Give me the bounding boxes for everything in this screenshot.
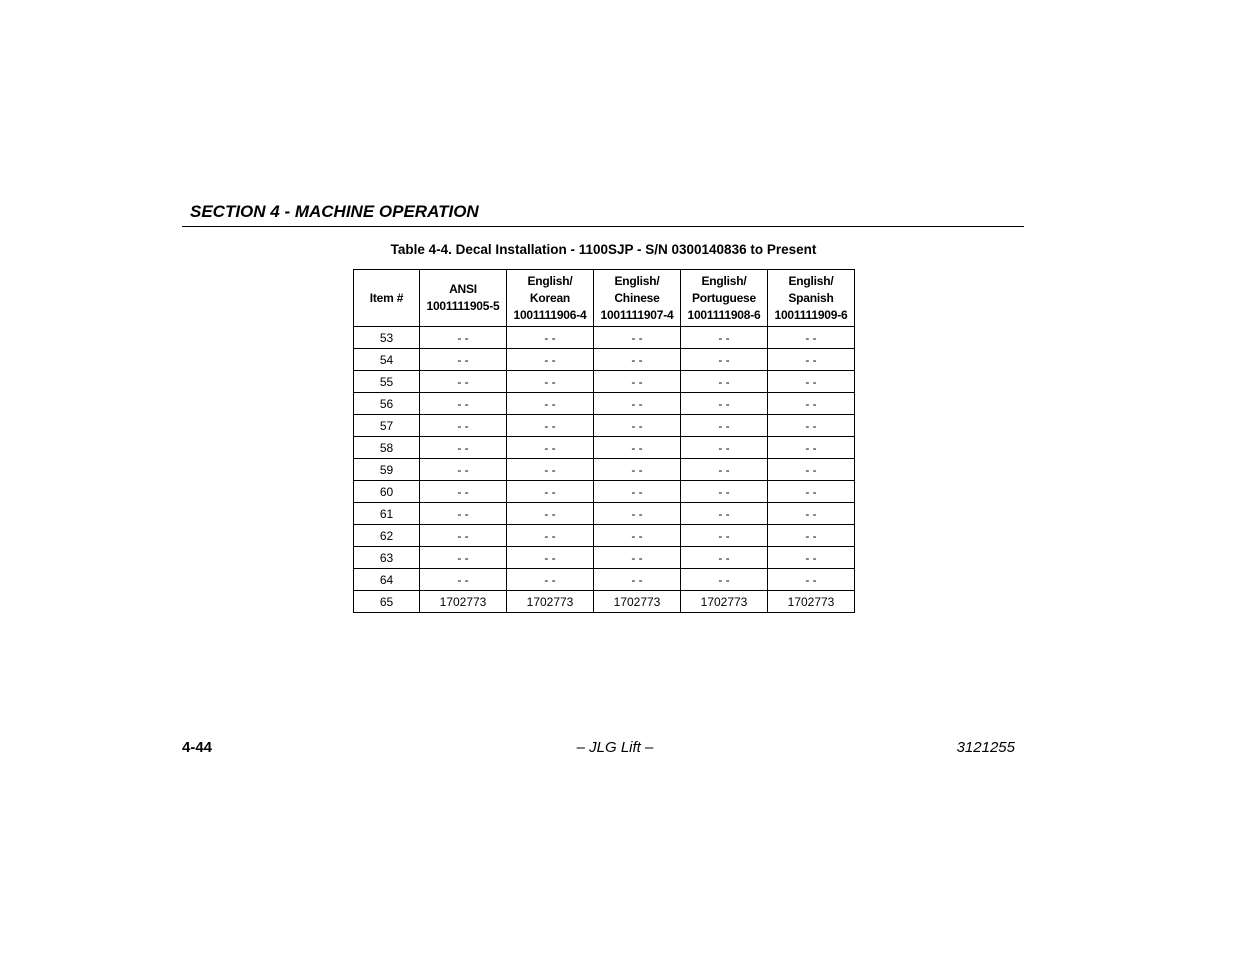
item-number-cell: 53	[354, 327, 420, 349]
table-body	[354, 327, 855, 613]
table-row	[354, 481, 855, 503]
document-number: 3121255	[956, 739, 1015, 756]
column-header-line: Chinese	[614, 290, 660, 305]
item-number-cell: 64	[354, 569, 420, 591]
part-number-cell: - -	[681, 437, 768, 459]
footer-publisher: – JLG Lift –	[576, 739, 654, 756]
table-row	[354, 591, 855, 613]
part-number-cell: - -	[507, 393, 594, 415]
column-header	[681, 270, 768, 327]
part-number-cell: - -	[594, 327, 681, 349]
table-header-row	[354, 270, 855, 327]
table-row	[354, 525, 855, 547]
column-header-line: English/	[701, 273, 747, 288]
part-number-cell: - -	[681, 503, 768, 525]
part-number-cell: 1702773	[681, 591, 768, 613]
part-number-cell: - -	[594, 481, 681, 503]
part-number-cell: - -	[420, 437, 507, 459]
part-number-cell: 1702773	[507, 591, 594, 613]
item-number-cell: 56	[354, 393, 420, 415]
part-number-cell: - -	[594, 371, 681, 393]
part-number-cell: - -	[681, 415, 768, 437]
column-header	[507, 270, 594, 327]
table-row	[354, 503, 855, 525]
section-divider	[182, 226, 1024, 227]
column-header	[594, 270, 681, 327]
item-number-cell: 55	[354, 371, 420, 393]
column-header-line: Portuguese	[691, 290, 756, 305]
table-row	[354, 459, 855, 481]
part-number-cell: - -	[594, 503, 681, 525]
part-number-cell: - -	[420, 525, 507, 547]
section-title: SECTION 4 - MACHINE OPERATION	[190, 202, 479, 221]
part-number-cell: - -	[420, 481, 507, 503]
column-header-line: 1001111907-4	[600, 307, 674, 322]
column-header-line: English/	[614, 273, 660, 288]
item-number-cell: 61	[354, 503, 420, 525]
part-number-cell: - -	[507, 415, 594, 437]
part-number-cell: - -	[420, 349, 507, 371]
item-number-cell: 59	[354, 459, 420, 481]
part-number-cell: - -	[507, 459, 594, 481]
column-header-line: Spanish	[788, 290, 834, 305]
part-number-cell: - -	[768, 547, 855, 569]
part-number-cell: - -	[768, 503, 855, 525]
part-number-cell: - -	[420, 503, 507, 525]
part-number-cell: - -	[420, 393, 507, 415]
item-number-cell: 58	[354, 437, 420, 459]
item-number-cell: 62	[354, 525, 420, 547]
part-number-cell: - -	[594, 349, 681, 371]
part-number-cell: - -	[507, 525, 594, 547]
part-number-cell: - -	[507, 371, 594, 393]
column-header-line: ANSI	[449, 282, 477, 296]
part-number-cell: 1702773	[768, 591, 855, 613]
part-number-cell: - -	[681, 371, 768, 393]
part-number-cell: - -	[768, 371, 855, 393]
part-number-cell: - -	[507, 481, 594, 503]
item-number-cell: 54	[354, 349, 420, 371]
item-number-cell: 63	[354, 547, 420, 569]
part-number-cell: - -	[594, 547, 681, 569]
column-header-line: 1001111908-6	[687, 307, 761, 322]
column-header	[354, 270, 420, 327]
part-number-cell: - -	[768, 459, 855, 481]
part-number-cell: - -	[594, 569, 681, 591]
item-number-cell: 65	[354, 591, 420, 613]
item-number-cell: 60	[354, 481, 420, 503]
column-header-line: English/	[527, 273, 573, 288]
part-number-cell: - -	[420, 547, 507, 569]
part-number-cell: - -	[768, 525, 855, 547]
table-row	[354, 349, 855, 371]
part-number-cell: - -	[681, 459, 768, 481]
part-number-cell: - -	[420, 459, 507, 481]
column-header-line: English/	[788, 273, 834, 288]
part-number-cell: - -	[768, 393, 855, 415]
part-number-cell: - -	[594, 459, 681, 481]
part-number-cell: - -	[594, 415, 681, 437]
part-number-cell: - -	[768, 437, 855, 459]
part-number-cell: - -	[507, 569, 594, 591]
column-header-line: 1001111906-4	[513, 307, 587, 322]
table-row	[354, 437, 855, 459]
part-number-cell: - -	[507, 327, 594, 349]
table-row	[354, 569, 855, 591]
part-number-cell: - -	[420, 415, 507, 437]
part-number-cell: 1702773	[594, 591, 681, 613]
part-number-cell: - -	[420, 371, 507, 393]
column-header-line: Item #	[369, 290, 404, 305]
part-number-cell: - -	[768, 481, 855, 503]
part-number-cell: - -	[768, 327, 855, 349]
part-number-cell: - -	[594, 393, 681, 415]
column-header-line: 1001111909-6	[774, 307, 848, 322]
table-row	[354, 371, 855, 393]
column-header-line: 1001111905-5	[426, 299, 500, 313]
page-number: 4-44	[182, 739, 213, 756]
table-row	[354, 327, 855, 349]
table-title: Table 4-4. Decal Installation - 1100SJP - S/N 0300140836 to Present	[390, 242, 817, 257]
part-number-cell: - -	[681, 481, 768, 503]
table-row	[354, 393, 855, 415]
part-number-cell: - -	[681, 393, 768, 415]
part-number-cell: - -	[681, 525, 768, 547]
table-row	[354, 547, 855, 569]
part-number-cell: - -	[507, 349, 594, 371]
part-number-cell: - -	[768, 349, 855, 371]
part-number-cell: 1702773	[420, 591, 507, 613]
column-header-line: Korean	[529, 290, 571, 305]
table-row	[354, 415, 855, 437]
part-number-cell: - -	[681, 547, 768, 569]
part-number-cell: - -	[507, 503, 594, 525]
part-number-cell: - -	[681, 327, 768, 349]
part-number-cell: - -	[420, 569, 507, 591]
part-number-cell: - -	[594, 437, 681, 459]
part-number-cell: - -	[507, 547, 594, 569]
item-number-cell: 57	[354, 415, 420, 437]
part-number-cell: - -	[594, 525, 681, 547]
column-header	[420, 270, 507, 327]
part-number-cell: - -	[768, 415, 855, 437]
decal-installation-table	[353, 269, 855, 613]
column-header	[768, 270, 855, 327]
part-number-cell: - -	[507, 437, 594, 459]
part-number-cell: - -	[420, 327, 507, 349]
part-number-cell: - -	[681, 349, 768, 371]
part-number-cell: - -	[681, 569, 768, 591]
part-number-cell: - -	[768, 569, 855, 591]
